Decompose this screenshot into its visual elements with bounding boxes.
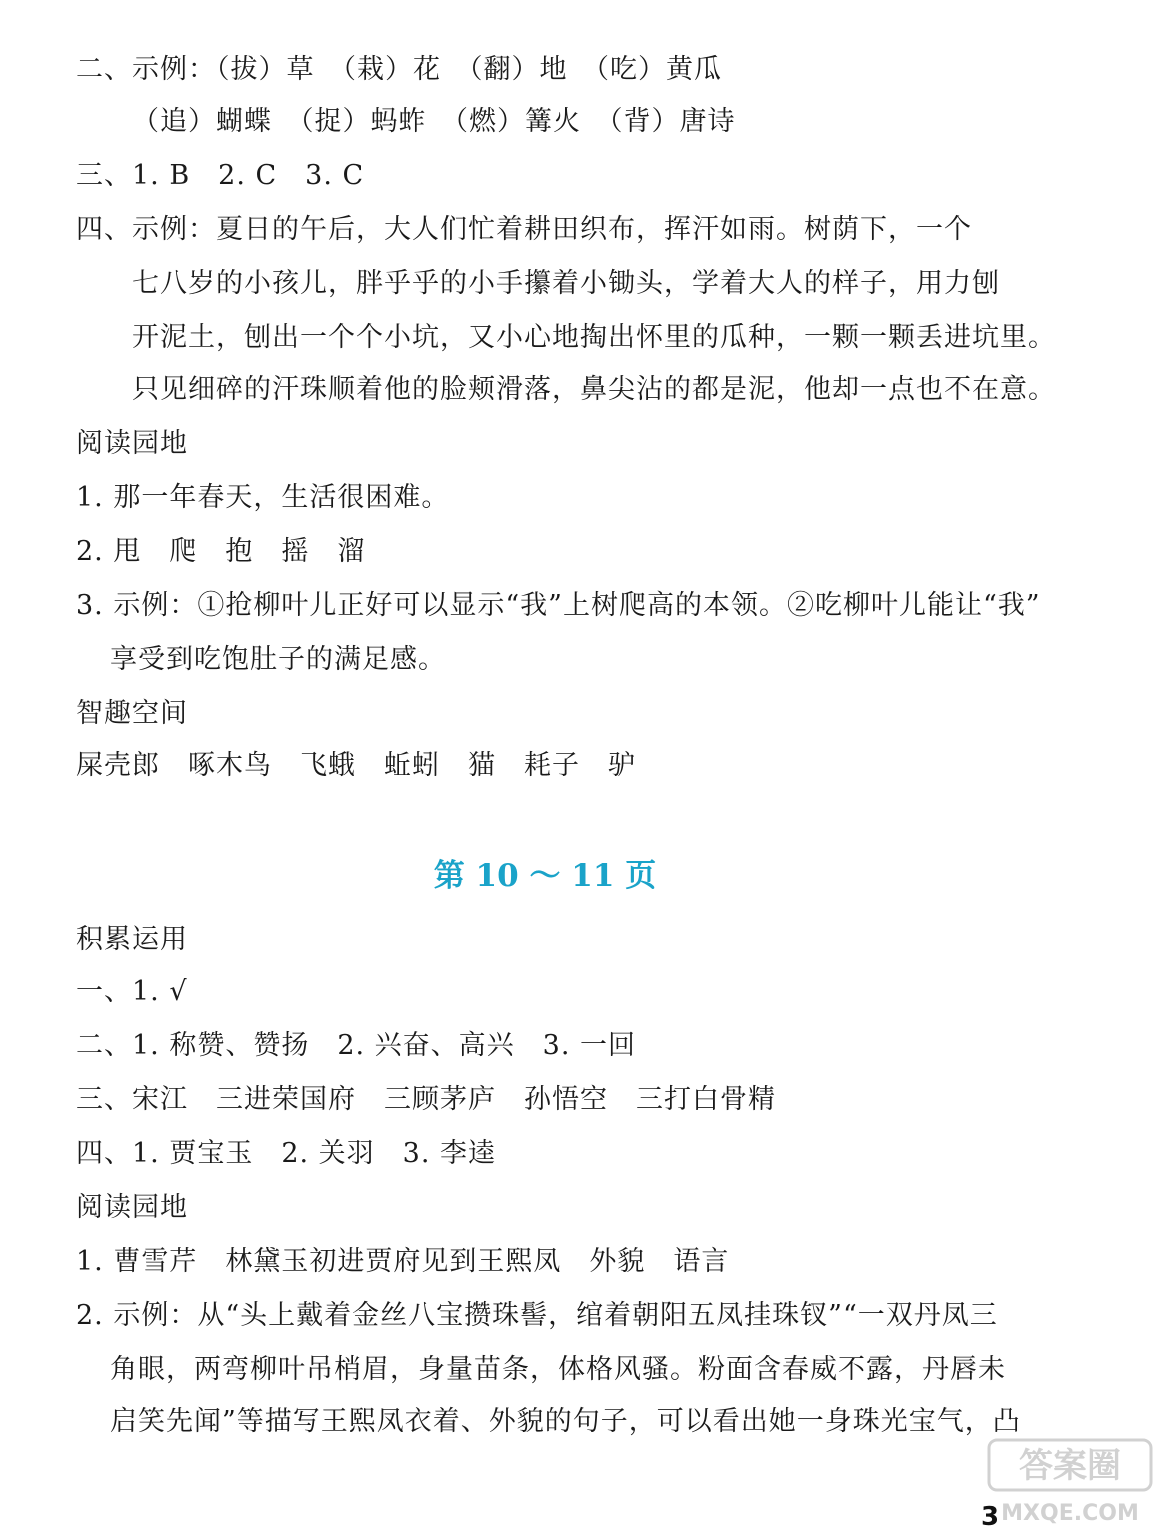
answer-line: 七八岁的小孩儿，胖乎乎的小手攥着小锄头，学着大人的样子，用力刨 xyxy=(132,268,1000,299)
answer-line: 三、1. B 2. C 3. C xyxy=(76,160,365,191)
answer-line: 2. 甩 爬 抱 摇 溜 xyxy=(76,536,366,567)
answer-line: 3. 示例：①抢柳叶儿正好可以显示“我”上树爬高的本领。②吃柳叶儿能让“我” xyxy=(76,590,1041,621)
answer-line: 只见细碎的汗珠顺着他的脸颊滑落，鼻尖沾的都是泥，他却一点也不在意。 xyxy=(132,374,1056,405)
svg-text:MXQE.COM: MXQE.COM xyxy=(1001,1501,1139,1526)
answer-line: 角眼，两弯柳叶吊梢眉，身量苗条，体格风骚。粉面含春威不露，丹唇未 xyxy=(110,1354,1006,1385)
answer-line: 启笑先闻”等描写王熙凤衣着、外貌的句子，可以看出她一身珠光宝气，凸 xyxy=(110,1406,1021,1437)
answer-line: 三、宋江 三进荣国府 三顾茅庐 孙悟空 三打白骨精 xyxy=(76,1084,776,1115)
answer-line: 二、示例：（拔）草 （栽）花 （翻）地 （吃）黄瓜 xyxy=(76,54,722,85)
answer-line: 1. 那一年春天，生活很困难。 xyxy=(76,482,450,513)
section-heading: 智趣空间 xyxy=(76,698,188,729)
answer-line: 二、1. 称赞、赞扬 2. 兴奋、高兴 3. 一回 xyxy=(76,1030,637,1061)
answer-line: 四、示例：夏日的午后，大人们忙着耕田织布，挥汗如雨。树荫下，一个 xyxy=(76,214,972,245)
answer-line: 四、1. 贾宝玉 2. 关羽 3. 李逵 xyxy=(76,1138,497,1169)
answer-line: 开泥土，刨出一个个小坑，又小心地掏出怀里的瓜种，一颗一颗丢进坑里。 xyxy=(132,322,1056,353)
answer-line: 1. 曹雪芹 林黛玉初进贾府见到王熙凤 外貌 语言 xyxy=(76,1246,730,1277)
section-heading: 阅读园地 xyxy=(76,1192,188,1223)
section-heading: 阅读园地 xyxy=(76,428,188,459)
watermark-logo xyxy=(985,1436,1155,1528)
page-number: 3 xyxy=(981,1502,1000,1532)
answer-line: 享受到吃饱肚子的满足感。 xyxy=(110,644,446,675)
answer-line: 一、1. √ xyxy=(76,976,188,1007)
page-range-title: 第 10 ～ 11 页 xyxy=(433,858,657,894)
svg-text:答案圈: 答案圈 xyxy=(1019,1446,1121,1486)
answer-line: 2. 示例：从“头上戴着金丝八宝攒珠髻，绾着朝阳五凤挂珠钗”“一双丹凤三 xyxy=(76,1300,998,1331)
answer-line: （追）蝴蝶 （捉）蚂蚱 （燃）篝火 （背）唐诗 xyxy=(132,106,736,137)
answer-line: 屎壳郎 啄木鸟 飞蛾 蚯蚓 猫 耗子 驴 xyxy=(76,750,636,781)
section-heading: 积累运用 xyxy=(76,924,188,955)
